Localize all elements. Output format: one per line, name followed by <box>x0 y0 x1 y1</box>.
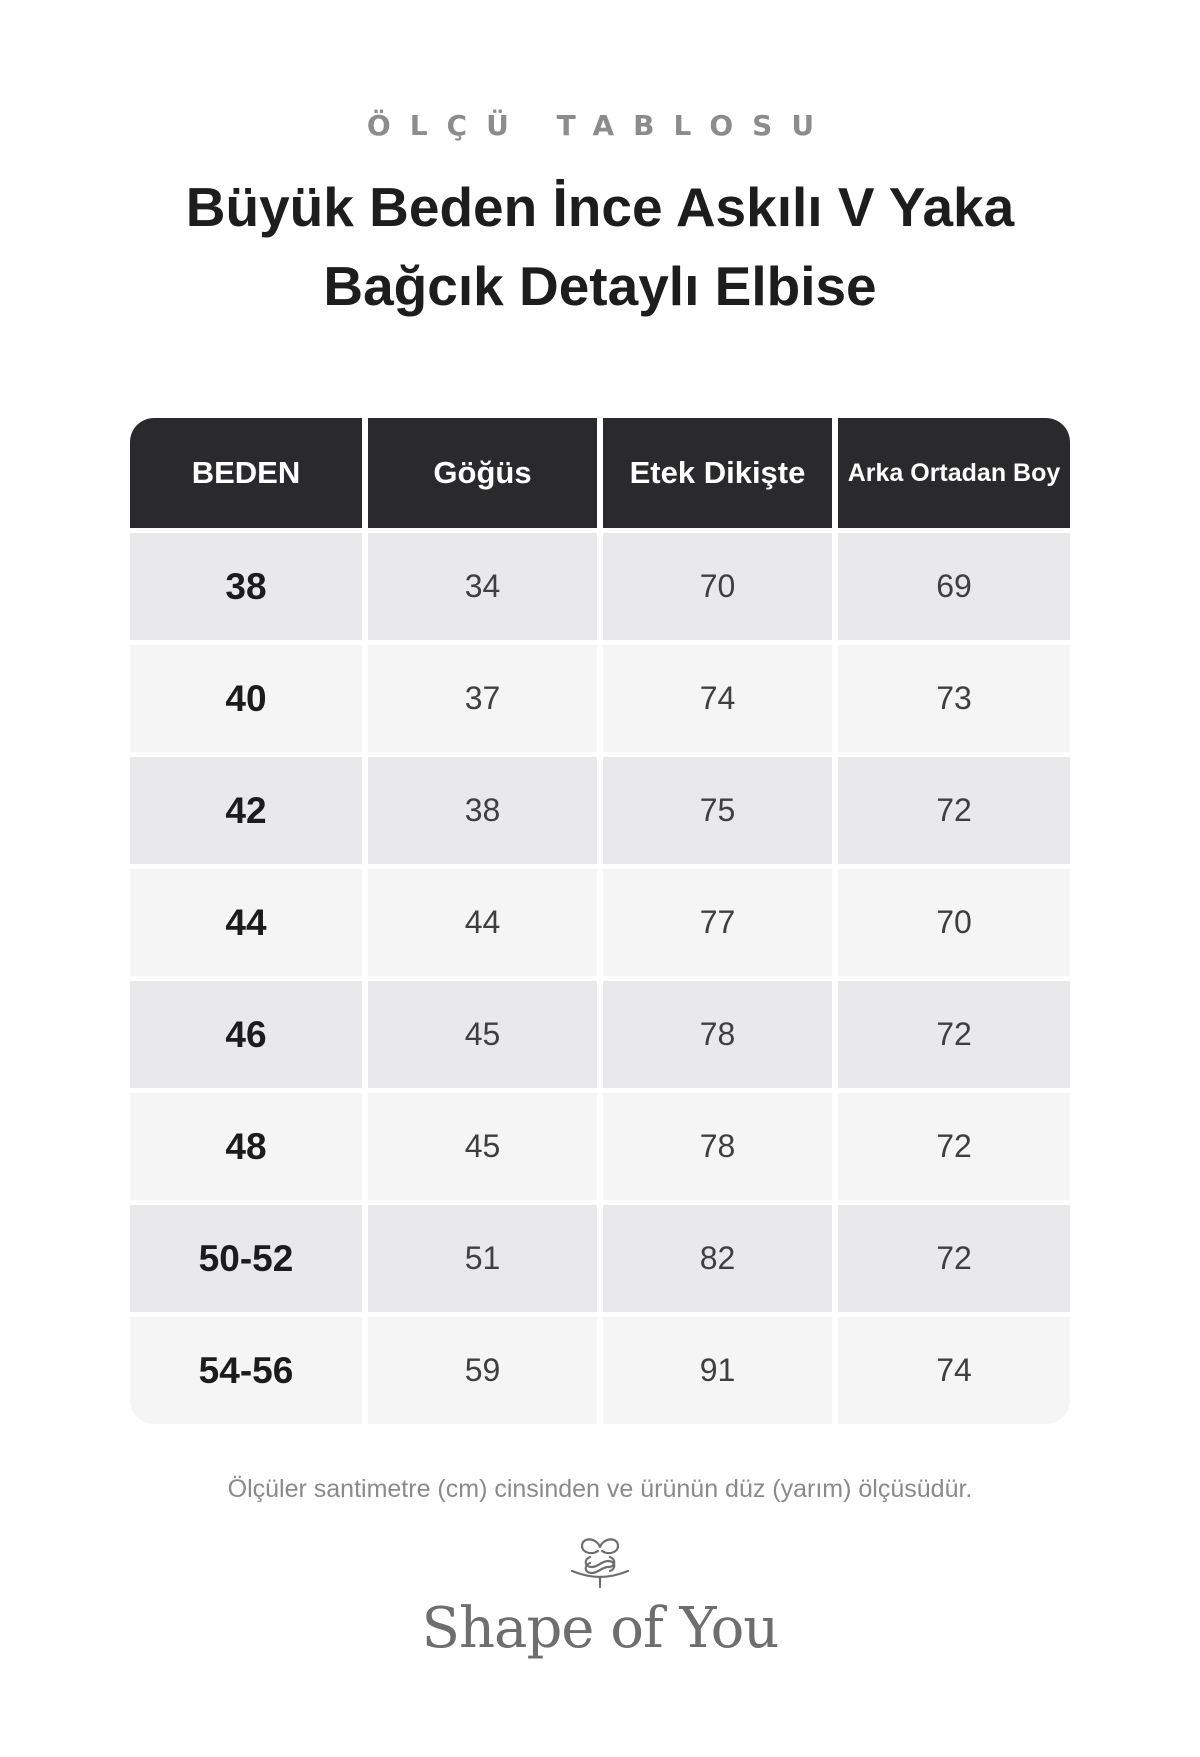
measurement-note: Ölçüler santimetre (cm) cinsinden ve ürünün düz (yarım) ölçüsüdür. <box>227 1475 973 1503</box>
table-header-row <box>130 418 1070 533</box>
hem-cell: 74 <box>603 645 832 752</box>
back-length-cell: 70 <box>838 869 1070 976</box>
size-table <box>130 418 1070 1424</box>
column-header-arka-ortadan-boy: Arka Ortadan Boy <box>838 418 1070 528</box>
back-length-cell: 73 <box>838 645 1070 752</box>
table-row <box>130 1205 1070 1317</box>
chest-cell: 45 <box>368 981 597 1088</box>
size-cell: 38 <box>130 533 362 640</box>
table-row <box>130 533 1070 645</box>
chest-cell: 34 <box>368 533 597 640</box>
size-cell: 46 <box>130 981 362 1088</box>
hem-cell: 78 <box>603 1093 832 1200</box>
table-row <box>130 981 1070 1093</box>
hem-cell: 78 <box>603 981 832 1088</box>
hem-cell: 77 <box>603 869 832 976</box>
kicker-label: ÖLÇÜ TABLOSU <box>366 109 834 142</box>
size-cell: 50-52 <box>130 1205 362 1312</box>
back-length-cell: 72 <box>838 757 1070 864</box>
column-header-gogus: Göğüs <box>368 418 597 528</box>
back-length-cell: 72 <box>838 1093 1070 1200</box>
table-row <box>130 645 1070 757</box>
chest-cell: 59 <box>368 1317 597 1424</box>
table-row <box>130 757 1070 869</box>
back-length-cell: 72 <box>838 1205 1070 1312</box>
column-header-etek-dikiste: Etek Dikişte <box>603 418 832 528</box>
hem-cell: 91 <box>603 1317 832 1424</box>
table-row <box>130 1093 1070 1205</box>
table-row <box>130 869 1070 981</box>
chest-cell: 38 <box>368 757 597 864</box>
brand-logo: Shape of You <box>421 1596 779 1661</box>
chest-cell: 45 <box>368 1093 597 1200</box>
size-cell: 48 <box>130 1093 362 1200</box>
back-length-cell: 69 <box>838 533 1070 640</box>
size-cell: 54-56 <box>130 1317 362 1424</box>
hem-cell: 82 <box>603 1205 832 1312</box>
title-line-1: Büyük Beden İnce Askılı V Yaka <box>185 176 1015 238</box>
back-length-cell: 72 <box>838 981 1070 1088</box>
heart-swirl-icon <box>568 1533 632 1591</box>
size-cell: 40 <box>130 645 362 752</box>
title-line-2: Bağcık Detaylı Elbise <box>323 255 877 317</box>
hem-cell: 75 <box>603 757 832 864</box>
hem-cell: 70 <box>603 533 832 640</box>
chest-cell: 44 <box>368 869 597 976</box>
size-cell: 42 <box>130 757 362 864</box>
column-header-beden: BEDEN <box>130 418 362 528</box>
chest-cell: 37 <box>368 645 597 752</box>
back-length-cell: 74 <box>838 1317 1070 1424</box>
chest-cell: 51 <box>368 1205 597 1312</box>
table-row <box>130 1317 1070 1424</box>
size-cell: 44 <box>130 869 362 976</box>
page-title <box>100 168 1100 326</box>
